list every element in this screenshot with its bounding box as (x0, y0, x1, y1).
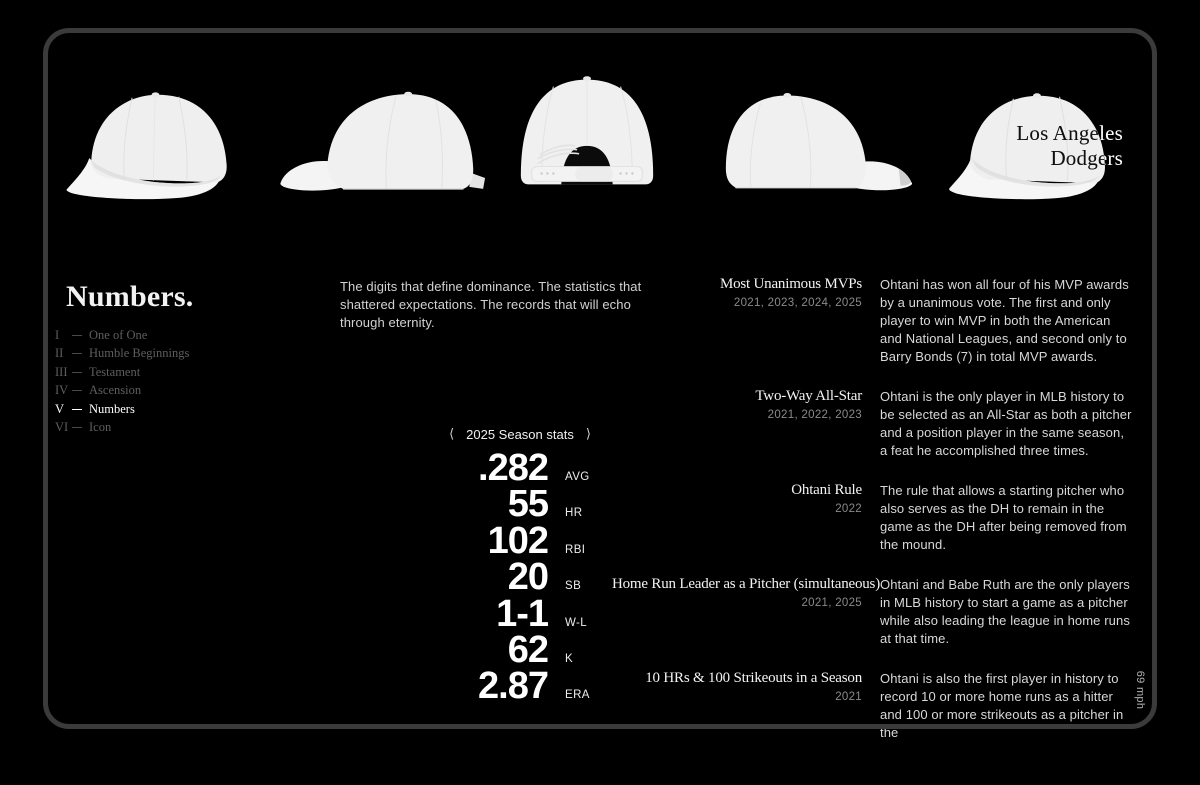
nav-item-label: Testament (89, 364, 141, 379)
nav-item-numbers[interactable] (55, 400, 189, 419)
record-years: 2022 (835, 503, 862, 515)
separator-line (72, 335, 82, 336)
nav-item-label: Humble Beginnings (89, 346, 190, 361)
record-item-two-way-all-star (612, 388, 1134, 460)
nav-item-label: Icon (89, 420, 112, 435)
record-years: 2021 (835, 691, 862, 703)
record-description: Ohtani is also the first player in history to record 10 or more home runs as a hitter and 100 or more strikeouts as a pitcher in the (880, 671, 1124, 740)
stat-row-wl (373, 592, 590, 635)
stat-label: AVG (565, 471, 590, 483)
speed-label: 69 mph (1134, 670, 1146, 710)
nav-item-label: One of One (89, 327, 148, 342)
nav-numeral: IV (55, 383, 69, 398)
nav-item-one-of-one[interactable] (55, 326, 189, 345)
stat-value: 2.87 (478, 665, 548, 708)
chapter-nav (55, 326, 189, 437)
nav-item-icon[interactable] (55, 419, 189, 438)
carousel-next-icon[interactable]: ⟩ (585, 427, 591, 442)
record-description: The rule that allows a starting pitcher who also serves as the DH to remain in the game as the DH after being removed from the mound. (880, 483, 1127, 552)
season-stats-list (373, 447, 590, 708)
record-head (612, 670, 862, 742)
record-item-home-run-leader (612, 576, 1134, 648)
stat-label: ERA (565, 689, 590, 702)
record-head (612, 576, 880, 648)
section-intro-text: The digits that define dominance. The statistics that shattered expectations. The records that will echo through eternity. (340, 279, 642, 330)
nav-item-humble-beginnings[interactable] (55, 345, 189, 364)
page-title: Numbers. (66, 280, 194, 313)
stat-row-hr (373, 483, 590, 526)
record-title: Most Unanimous MVPs (719, 276, 862, 292)
nav-item-testament[interactable] (55, 363, 189, 382)
separator-line (72, 390, 82, 391)
record-description: Ohtani has won all four of his MVP awards by a unanimous vote. The first and only player to win MVP in both the American and National Leagues, and second only to Barry Bonds (7) in total MVP awards. (880, 277, 1129, 364)
nav-numeral: VI (55, 420, 69, 435)
stat-value: 20 (507, 556, 548, 599)
separator-line (72, 372, 82, 373)
separator-line (72, 353, 82, 354)
stat-value: 1-1 (496, 592, 548, 635)
stat-value: 55 (507, 483, 548, 526)
stat-row-k (373, 628, 590, 671)
baseball-cap-icon (508, 62, 666, 202)
baseball-cap-icon (278, 80, 490, 204)
record-head (612, 482, 862, 554)
record-years: 2021, 2022, 2023 (767, 409, 862, 421)
nav-item-ascension[interactable] (55, 382, 189, 401)
record-description: Ohtani and Babe Ruth are the only players in MLB history to start a game as a pitcher while also leading the league in home runs at that time. (880, 577, 1130, 646)
nav-numeral: V (55, 401, 65, 416)
cap-image-back (508, 62, 666, 202)
record-head (612, 388, 862, 460)
carousel-label: 2025 Season stats (466, 427, 574, 442)
record-head (612, 276, 862, 366)
stat-label: HR (565, 507, 583, 520)
baseball-cap-icon (722, 80, 914, 204)
stat-label: K (565, 652, 574, 665)
stat-label: SB (565, 580, 582, 593)
nav-numeral: III (55, 364, 68, 379)
record-item-most-unanimous-mvps (612, 276, 1134, 366)
record-description: Ohtani is the only player in MLB history to be selected as an All-Star as both a pitcher and a position player in the same season, a feat he accomplished three times. (880, 389, 1132, 458)
record-title: Ohtani Rule (791, 482, 862, 498)
stat-value: .282 (478, 447, 548, 489)
nav-item-label: Ascension (89, 383, 142, 398)
nav-item-label: Numbers (89, 401, 135, 416)
record-item-10hr-100k (612, 670, 1134, 742)
record-title: Home Run Leader as a Pitcher (simultaneous) (612, 576, 880, 592)
stat-value: 102 (487, 519, 548, 562)
stat-label: RBI (565, 543, 586, 556)
record-title: Two-Way All-Star (755, 388, 862, 404)
baseball-cap-icon (62, 82, 247, 204)
record-years: 2021, 2023, 2024, 2025 (733, 297, 862, 309)
stat-row-rbi (373, 519, 590, 562)
stat-row-avg (373, 447, 590, 489)
carousel-prev-icon[interactable]: ⟨ (449, 427, 455, 442)
separator-line (72, 427, 82, 428)
record-title: 10 HRs & 100 Strikeouts in a Season (645, 670, 862, 686)
cap-image-three-quarter-left (62, 82, 247, 204)
record-years: 2021, 2025 (801, 597, 862, 609)
record-item-ohtani-rule (612, 482, 1134, 554)
cap-image-side-left (278, 80, 490, 204)
stat-value: 62 (507, 628, 548, 671)
team-label: Los Angeles Dodgers (1016, 121, 1123, 170)
stat-row-sb (373, 556, 590, 599)
nav-numeral: II (55, 346, 64, 361)
stat-label: W-L (565, 616, 588, 629)
records-list (612, 276, 1134, 764)
stats-carousel (425, 427, 615, 442)
nav-numeral: I (55, 327, 60, 342)
separator-line (72, 409, 82, 410)
cap-image-side-right (722, 80, 914, 204)
stat-row-era (373, 665, 590, 708)
